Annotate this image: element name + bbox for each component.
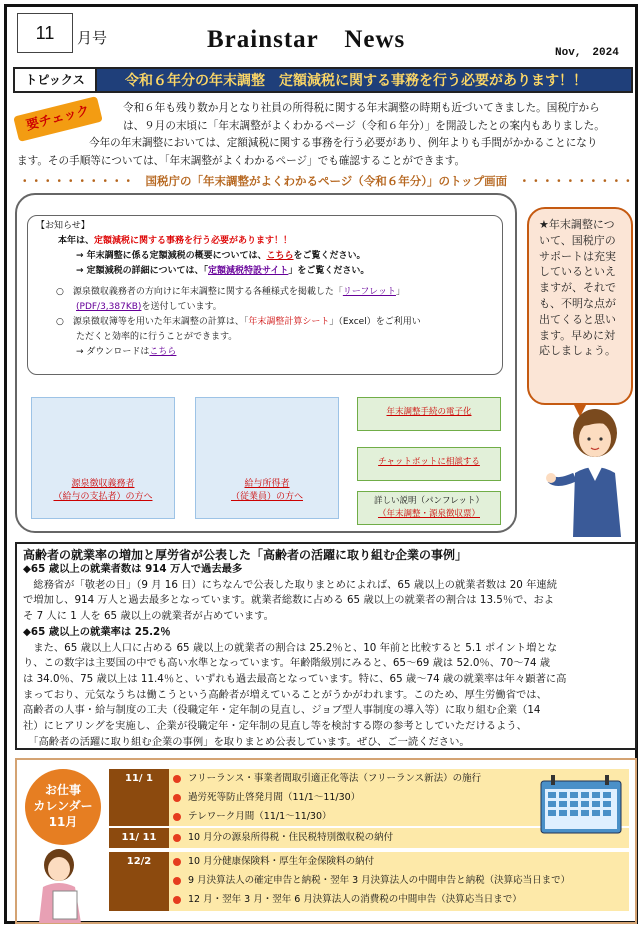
article-line: ◆65 歳以上の就業者数は 914 万人で過去最多 [23, 563, 243, 575]
red-bullet-icon [173, 896, 181, 904]
calendar-item: 10 月分健康保険料・厚生年金保険料の納付 [173, 852, 570, 871]
section-heading: ・・・・・・・・・・ 国税庁の「年末調整がよくわかるページ（令和６年分）」のトップ画面 ・・・・・・・・・・ [19, 174, 634, 188]
article-line: で増加し、914 万人と過去最多となっています。就業者総数に占める 65 歳以上の就業者の割合は 13.5％で、およ [23, 594, 555, 607]
calendar-badge: お仕事 カレンダー 11月 [25, 769, 101, 845]
leaflet-link[interactable]: リーフレット [342, 287, 396, 297]
red-bullet-icon [173, 794, 181, 802]
article-line: まっており、元気なうちは働こうという高齢者が増えていることがうかがわれます。このため、厚生労働省では、 [23, 688, 547, 701]
special-site-link[interactable]: 定額減税特設サイト [208, 266, 289, 276]
article-line: り、この数字は主要国の中でも高い水準となっています。年齢階級別にみると、65～69 歳は 52.0％、70～74 歳 [23, 657, 551, 670]
newsletter-page [4, 4, 638, 924]
calendar-items [173, 828, 393, 847]
tile-withholding-agent[interactable]: 源泉徴収義務者 （給与の支払者）の方へ [31, 397, 175, 519]
notice-line: → 年末調整に係る定額減税の概要については、こちらをご覧ください。 [76, 251, 366, 261]
calendar-items [173, 852, 570, 909]
person-illustration [543, 403, 633, 537]
intro-line: は、９月の末頃に「年末調整がよくわかるページ（令和６年分）」を開設したとの案内もありました。 [123, 119, 605, 132]
calendar-items [173, 769, 481, 826]
issue-date: Nov, 2024 [555, 47, 619, 59]
notice-line: ○ 源泉徴収義務者の方向けに年末調整に関する各種様式を掲載した「リーフレット」 [56, 287, 405, 297]
notice-title: 【お知らせ】 [36, 221, 90, 231]
intro-line: 令和６年も残り数か月となり社員の所得税に関する年末調整の時期も近づいてきました。国税庁から [123, 102, 600, 114]
month-number: 11 [17, 13, 73, 53]
article-box [15, 542, 637, 750]
red-bullet-icon [173, 813, 181, 821]
speech-bubble: ★年末調整について、国税庁のサポートは充実しているといえますが、それでも、不明な点が出てくると思います。早めに対応しましょう。 [527, 207, 633, 405]
article-line: 総務省が「敬老の日」（9 月 16 日）にちなんで公表した取りまとめによれば、65 歳以上の就業者数は 20 年連続 [23, 578, 558, 591]
calendar-item: フリーランス・事業者間取引適正化等法（フリーランス新法）の施行 [173, 769, 481, 788]
notice-line: 本年は、定額減税に関する事務を行う必要があります！！ [58, 236, 293, 246]
red-bullet-icon [173, 858, 181, 866]
red-bullet-icon [173, 834, 181, 842]
month-label: 月号 [77, 29, 108, 47]
pamphlet-button[interactable]: 詳しい説明（パンフレット） （年末調整・源泉徴収票） [357, 491, 501, 525]
calendar-item: テレワーク月間（11/1～11/30） [173, 807, 481, 826]
calendar-date: 11/ 1 [109, 769, 169, 826]
topic-bar [13, 67, 633, 93]
pdf-link[interactable]: (PDF/3,387KB) [76, 302, 142, 312]
calendar-item: 過労死等防止啓発月間（11/1～11/30） [173, 788, 481, 807]
chatbot-button[interactable]: チャットボットに相談する [357, 447, 501, 481]
newsletter-title: Brainstar News [207, 26, 406, 53]
person-illustration [25, 847, 95, 923]
download-link[interactable]: こちら [149, 347, 177, 357]
e-filing-button[interactable]: 年末調整手続の電子化 [357, 397, 501, 431]
calendar-date: 12/2 [109, 852, 169, 911]
article-title: 高齢者の就業率の増加と厚労省が公表した「高齢者の活躍に取り組む企業の事例」 [23, 548, 468, 562]
notice-line: → ダウンロードはこちら [76, 347, 177, 357]
calendar-item: 12 月・翌年 3 月・翌年 6 月決算法人の消費税の中間申告（決算応当日まで） [173, 890, 570, 909]
intro-line: ます。その手順等については、「年末調整がよくわかるページ」でも確認することができます。 [17, 154, 466, 167]
notice-line: ○ 源泉徴収簿等を用いた年末調整の計算は、「年末調整計算シート」（Excel）をご利用い [56, 317, 421, 327]
intro-text [17, 100, 629, 170]
topic-headline: 令和６年分の年末調整 定額減税に関する事務を行う必要があります！！ [125, 73, 587, 89]
topic-tag: トピックス [15, 69, 97, 91]
tile-employee[interactable]: 給与所得者 （従業員）の方へ [195, 397, 339, 519]
article-line: 高齢者の人事・給与制度の工夫（役職定年・定年制の見直し、ジョブ型人事制度の導入等）に取り組む企業（14 [23, 704, 541, 717]
overview-link[interactable]: こちら [266, 251, 294, 261]
calendar-item: 9 月決算法人の確定申告と納税・翌年 3 月決算法人の中間申告と納税（決算応当日まで） [173, 871, 570, 890]
article-line: は 34.0％、75 歳以上は 11.4％と、いずれも過去最高となっています。特に、65 歳～74 歳の就業率は年々顕著に高 [23, 672, 567, 685]
notice-line: ただくと効率的に行うことができます。 [76, 332, 238, 342]
notice-line: → 定額減税の詳細については、「定額減税特設サイト」をご覧ください。 [76, 266, 370, 276]
notice-box [27, 215, 503, 375]
calendar-row [109, 852, 629, 912]
check-badge: 要チェック [13, 96, 103, 142]
article-line: また、65 歳以上人口に占める 65 歳以上の就業者の割合は 25.2％と、10 年前と比較すると 5.1 ポイント増とな [23, 641, 557, 654]
article-line: ◆65 歳以上の就業率は 25.2％ [23, 625, 171, 638]
article-line: そ 7 人に 1 人を 65 歳以上の就業者が占めています。 [23, 610, 274, 623]
article-line: 「高齢者の活躍に取り組む企業の事例」を取りまとめ公表しています。ぜひ、ご一読ください。 [23, 735, 470, 748]
calendar-illustration [539, 773, 625, 835]
calendar-date: 11/ 11 [109, 828, 169, 848]
article-line: 社）にヒアリングを実施し、企業が役職定年・定年制の見直し等を検討する際の参考としていただけるよう、 [23, 720, 527, 733]
intro-line: 今年の年末調整においては、定額減税に関する事務を行う必要があり、例年よりも手間がかかることになり [89, 137, 598, 149]
notice-line: (PDF/3,387KB)を送付しています。 [76, 302, 222, 312]
red-bullet-icon [173, 877, 181, 885]
calendar-item: 10 月分の源泉所得税・住民税特別徴収税の納付 [173, 828, 393, 847]
red-bullet-icon [173, 775, 181, 783]
article-body [23, 562, 631, 750]
